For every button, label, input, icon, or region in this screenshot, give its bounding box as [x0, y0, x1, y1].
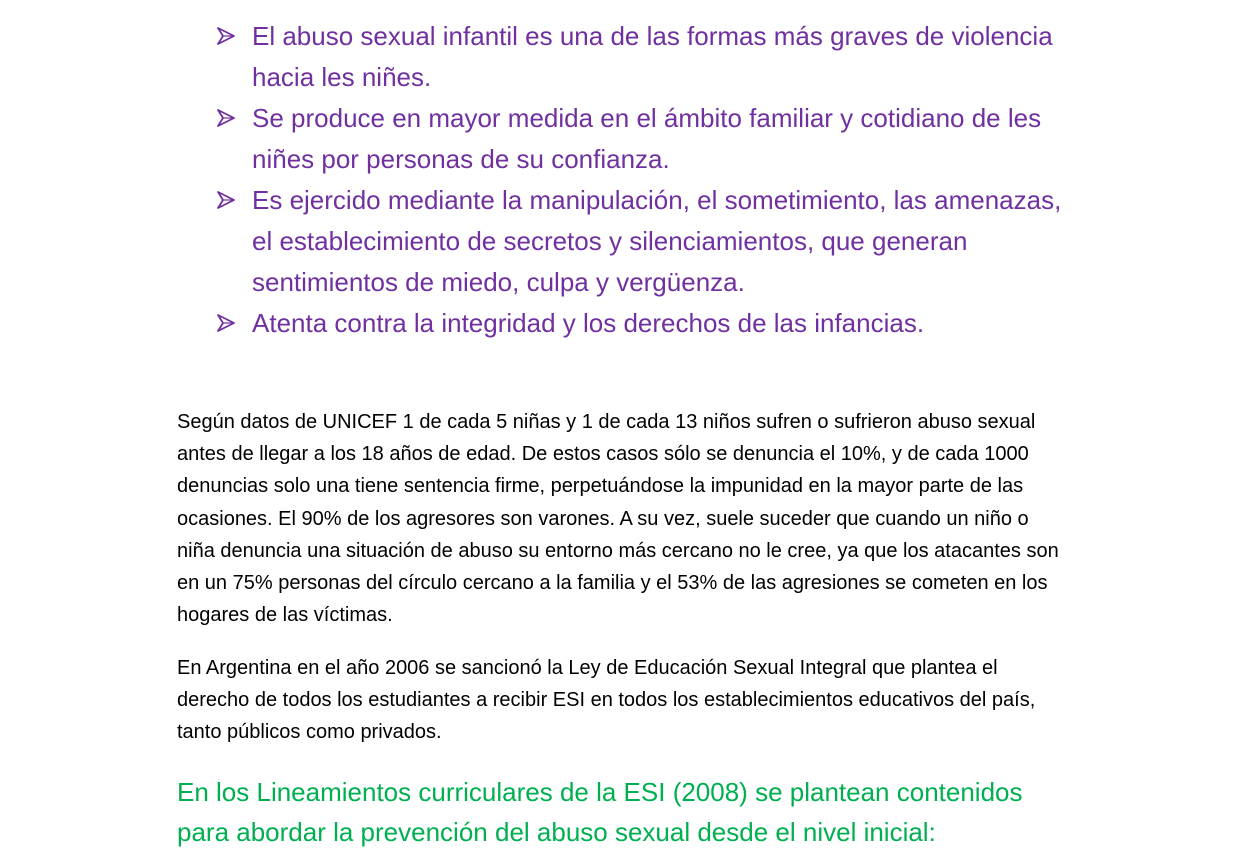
esi-law-paragraph: En Argentina en el año 2006 se sancionó la Ley de Educación Sexual Integral que plantea el derecho de todos los estudiantes a recibir ESI en todos los establecimientos educativos del país, tanto públicos como privados. [177, 657, 1036, 744]
bullet-text: Es ejercido mediante la manipulación, el sometimiento, las amenazas, el establecimiento de secretos y silenciamientos, que generan sentimientos de miedo, culpa y vergüenza. [252, 185, 1062, 297]
arrow-bullet-icon [216, 190, 236, 210]
bullet-text: Se produce en mayor medida en el ámbito familiar y cotidiano de les niñes por personas de su confianza. [252, 103, 1042, 174]
bullet-item [216, 16, 1076, 98]
arrow-bullet-icon [216, 108, 236, 128]
curriculum-heading: En los Lineamientos curriculares de la ESI (2008) se plantean contenidos para abordar la prevención del abuso sexual desde el nivel inicial: [177, 777, 1023, 847]
bullet-item [216, 180, 1076, 303]
bullet-item [216, 303, 1076, 344]
arrow-bullet-icon [216, 26, 236, 46]
unicef-statistics-paragraph: Según datos de UNICEF 1 de cada 5 niñas y 1 de cada 13 niños sufren o sufrieron abuso sexual antes de llegar a los 18 años de edad. De estos casos sólo se denuncia el 10%, y de cada 1000 denuncias solo una tiene sentencia firme, perpetuándose la impunidad en la mayor parte de las ocasiones. El 90% de los agresores son varones. A su vez, suele suceder que cuando un niño o niña denuncia una situación de abuso su entorno más cercano no le cree, ya que los atacantes son en un 75% personas del círculo cercano a la familia y el 53% de las agresiones se cometen en los hogares de las víctimas. [177, 411, 1059, 627]
bullet-text: El abuso sexual infantil es una de las formas más graves de violencia hacia les niñes. [252, 21, 1053, 92]
arrow-bullet-icon [216, 313, 236, 333]
bullet-text: Atenta contra la integridad y los derechos de las infancias. [252, 308, 925, 338]
bullet-item [216, 98, 1076, 180]
bullet-list [216, 16, 1076, 344]
